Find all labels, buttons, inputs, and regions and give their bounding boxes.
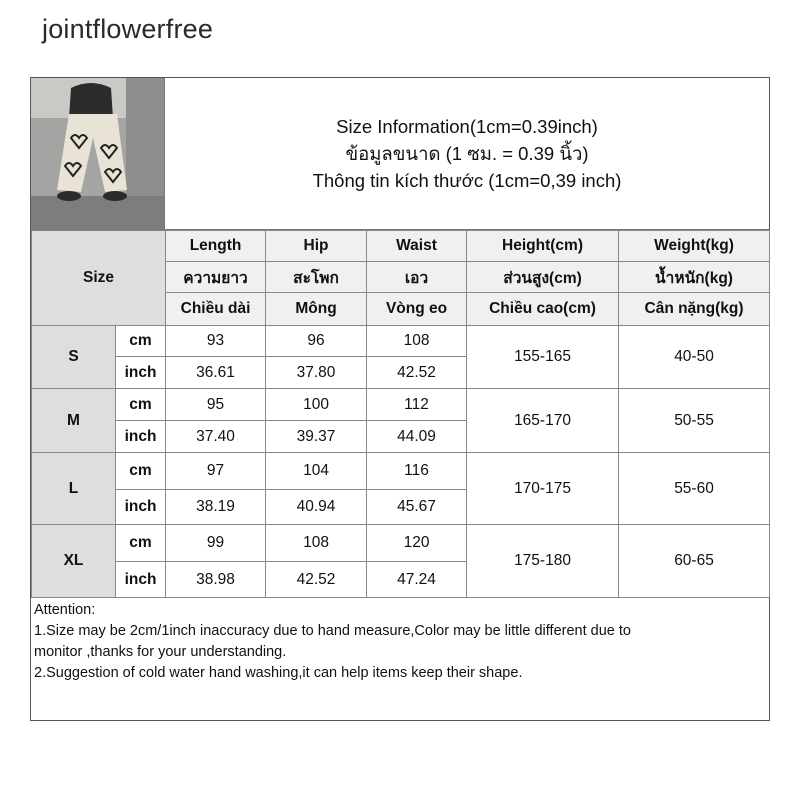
size-label: XL — [32, 525, 116, 598]
header-row-english — [32, 231, 770, 262]
header-length-vi: Chiều dài — [166, 293, 266, 326]
header-weight: Weight(kg) — [619, 231, 770, 262]
size-label: S — [32, 326, 116, 389]
hip-cm: 104 — [266, 453, 367, 490]
length-cm: 99 — [166, 525, 266, 562]
header-hip-thai: สะโพก — [266, 262, 367, 293]
unit-inch: inch — [116, 562, 166, 598]
weight-range: 55-60 — [619, 453, 770, 525]
unit-inch: inch — [116, 357, 166, 389]
heading-english: Size Information(1cm=0.39inch) — [336, 116, 598, 137]
header-waist-thai: เอว — [367, 262, 467, 293]
hip-inch: 40.94 — [266, 490, 367, 525]
size-chart — [30, 77, 770, 721]
product-photo-illustration — [31, 78, 165, 230]
length-inch: 38.19 — [166, 490, 266, 525]
height-range: 165-170 — [467, 389, 619, 453]
size-label: M — [32, 389, 116, 453]
table-row — [32, 525, 770, 562]
unit-cm: cm — [116, 453, 166, 490]
header-hip: Hip — [266, 231, 367, 262]
hip-inch: 42.52 — [266, 562, 367, 598]
height-range: 155-165 — [467, 326, 619, 389]
length-cm: 95 — [166, 389, 266, 421]
waist-inch: 45.67 — [367, 490, 467, 525]
header-waist-vi: Vòng eo — [367, 293, 467, 326]
header-height: Height(cm) — [467, 231, 619, 262]
hip-cm: 100 — [266, 389, 367, 421]
waist-inch: 44.09 — [367, 421, 467, 453]
size-label: L — [32, 453, 116, 525]
length-inch: 37.40 — [166, 421, 266, 453]
header-length: Length — [166, 231, 266, 262]
unit-cm: cm — [116, 525, 166, 562]
brand-watermark: jointflowerfree — [42, 14, 214, 44]
header-weight-thai: น้ำหนัก(kg) — [619, 262, 770, 293]
length-cm: 97 — [166, 453, 266, 490]
table-row — [32, 453, 770, 490]
unit-cm: cm — [116, 389, 166, 421]
header-height-thai: ส่วนสูง(cm) — [467, 262, 619, 293]
length-inch: 38.98 — [166, 562, 266, 598]
weight-range: 60-65 — [619, 525, 770, 598]
waist-inch: 47.24 — [367, 562, 467, 598]
header-hip-vi: Mông — [266, 293, 367, 326]
header-height-vi: Chiều cao(cm) — [467, 293, 619, 326]
length-cm: 93 — [166, 326, 266, 357]
length-inch: 36.61 — [166, 357, 266, 389]
notes-line-1b: monitor ,thanks for your understanding. — [34, 644, 287, 660]
waist-cm: 112 — [367, 389, 467, 421]
height-range: 170-175 — [467, 453, 619, 525]
table-row — [32, 326, 770, 357]
attention-notes — [34, 600, 764, 684]
header-length-thai: ความยาว — [166, 262, 266, 293]
size-header: Size — [32, 231, 166, 326]
waist-cm: 116 — [367, 453, 467, 490]
notes-line-2: 2.Suggestion of cold water hand washing,it can help items keep their shape. — [34, 665, 523, 681]
weight-range: 40-50 — [619, 326, 770, 389]
unit-inch: inch — [116, 490, 166, 525]
height-range: 175-180 — [467, 525, 619, 598]
waist-cm: 120 — [367, 525, 467, 562]
unit-inch: inch — [116, 421, 166, 453]
size-info-heading — [165, 78, 769, 230]
header-weight-vi: Cân nặng(kg) — [619, 293, 770, 326]
hip-cm: 108 — [266, 525, 367, 562]
notes-line-1a: 1.Size may be 2cm/1inch inaccuracy due to hand measure,Color may be little different due to — [34, 623, 631, 639]
weight-range: 50-55 — [619, 389, 770, 453]
heading-thai: ข้อมูลขนาด (1 ซม. = 0.39 นิ้ว) — [345, 143, 589, 164]
hip-inch: 37.80 — [266, 357, 367, 389]
heading-vietnamese: Thông tin kích thước (1cm=0,39 inch) — [312, 170, 622, 191]
hip-inch: 39.37 — [266, 421, 367, 453]
unit-cm: cm — [116, 326, 166, 357]
waist-inch: 42.52 — [367, 357, 467, 389]
table-row — [32, 389, 770, 421]
header-waist: Waist — [367, 231, 467, 262]
product-photo — [31, 78, 165, 230]
notes-title: Attention: — [34, 602, 96, 618]
hip-cm: 96 — [266, 326, 367, 357]
size-table — [31, 230, 770, 598]
waist-cm: 108 — [367, 326, 467, 357]
